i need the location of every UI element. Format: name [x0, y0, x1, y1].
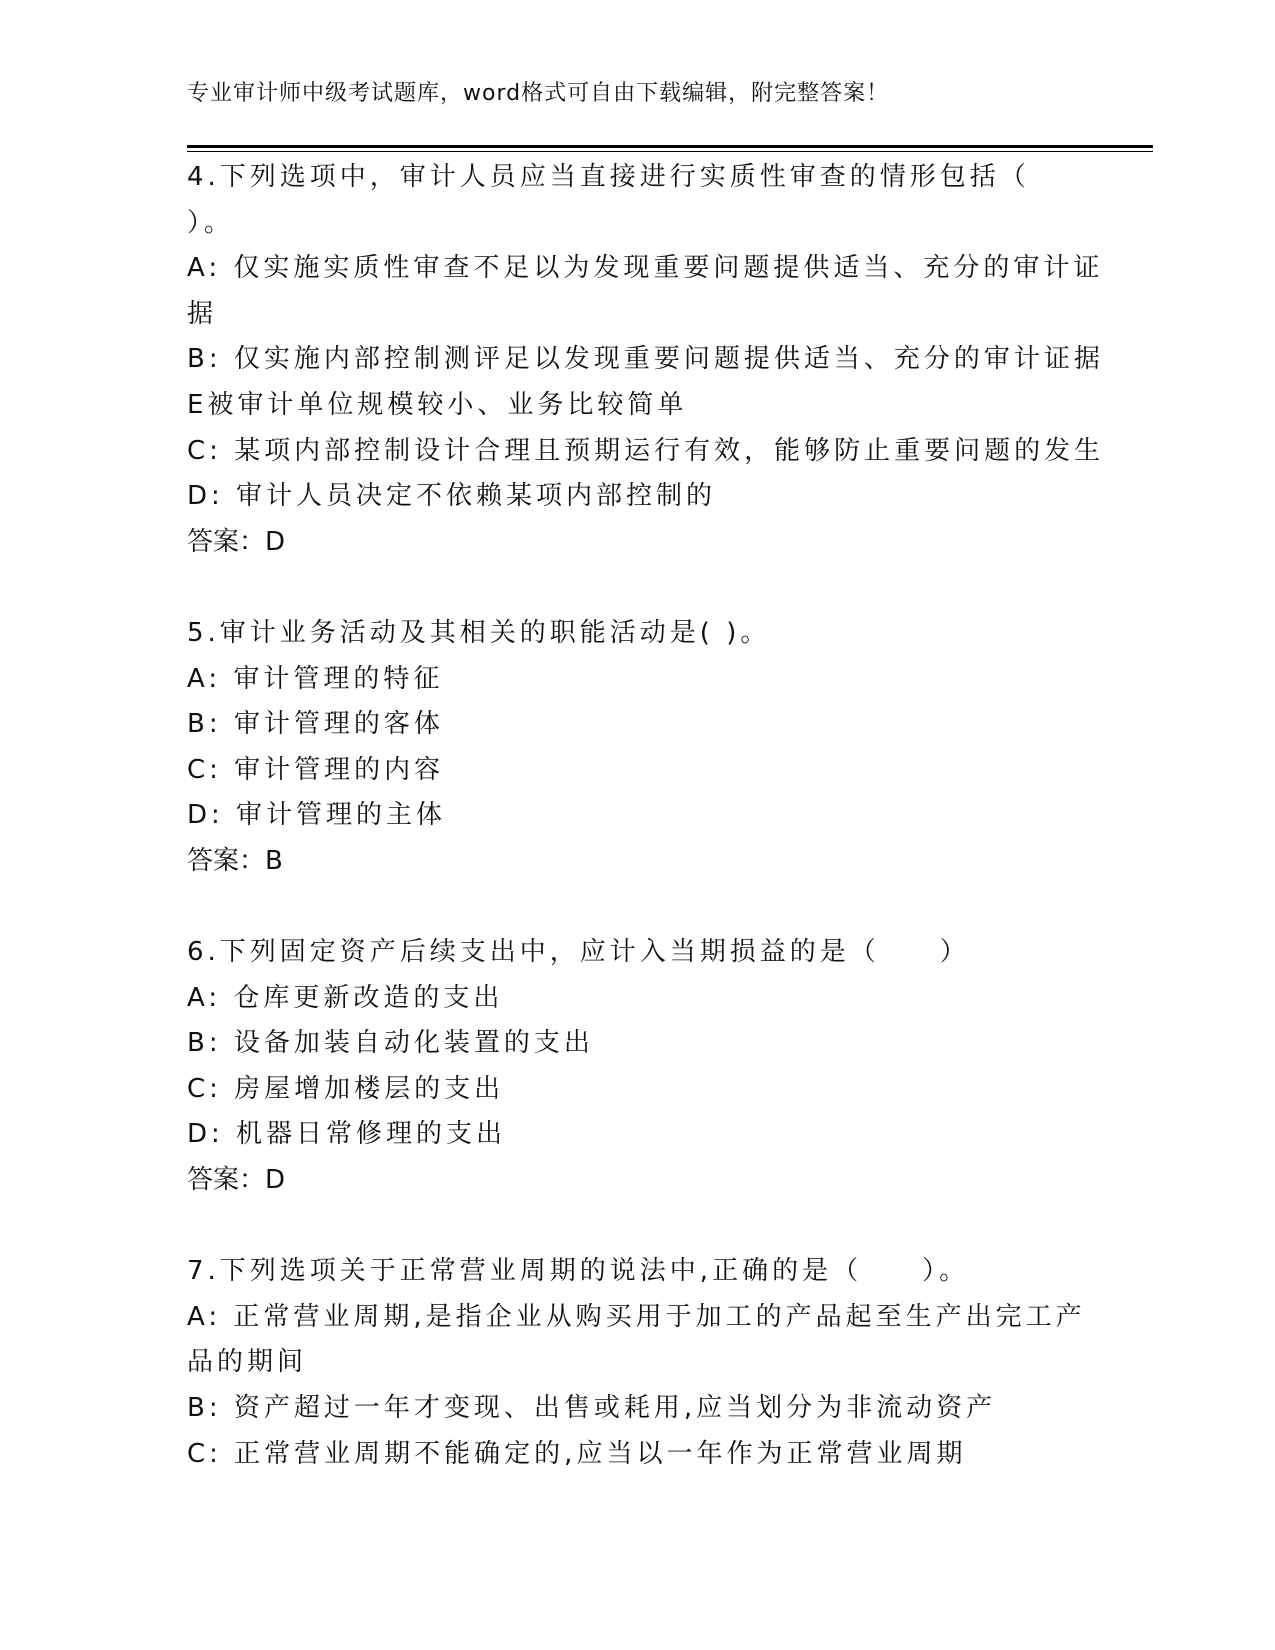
- question-6: [187, 930, 1087, 1204]
- option-b: B: 审计管理的客体: [187, 709, 444, 740]
- option-c: C: 某项内部控制设计合理且预期运行有效，能够防止重要问题的发生: [187, 435, 1105, 466]
- option-c: C: 正常营业周期不能确定的,应当以一年作为正常营业周期: [187, 1438, 967, 1469]
- question-4: [187, 155, 1105, 565]
- option-a-cont: 品的期间: [187, 1347, 308, 1378]
- option-d: D: 审计人员决定不依赖某项内部控制的: [187, 481, 717, 512]
- option-b: B: 资产超过一年才变现、出售或耗用,应当划分为非流动资产: [187, 1393, 997, 1424]
- answer: 答案：B: [187, 845, 283, 876]
- option-a: A: 仅实施实质性审查不足以为发现重要问题提供适当、充分的审计证: [187, 253, 1104, 284]
- option-a: A: 仓库更新改造的支出: [187, 982, 504, 1013]
- option-e: E被审计单位规模较小、业务比较简单: [187, 389, 688, 420]
- header-rule-thick: [187, 145, 1153, 148]
- answer: 答案：D: [187, 1165, 286, 1196]
- option-b: B: 设备加装自动化装置的支出: [187, 1028, 594, 1059]
- option-c: C: 审计管理的内容: [187, 754, 445, 785]
- option-b: B: 仅实施内部控制测评足以发现重要问题提供适当、充分的审计证据: [187, 344, 1104, 375]
- option-d: D: 机器日常修理的支出: [187, 1119, 507, 1150]
- option-a: A: 正常营业周期,是指企业从购买用于加工的产品起至生产出完工产: [187, 1301, 1086, 1332]
- header-rule-thin: [187, 151, 1153, 152]
- answer: 答案：D: [187, 526, 286, 557]
- question-stem: 6.下列固定资产后续支出中，应计入当期损益的是（ ）: [187, 937, 970, 968]
- option-d: D: 审计管理的主体: [187, 800, 447, 831]
- question-5: [187, 611, 1087, 885]
- question-list: [187, 155, 1105, 1477]
- question-stem: 5.审计业务活动及其相关的职能活动是( )。: [187, 617, 771, 648]
- question-stem: 7.下列选项关于正常营业周期的说法中,正确的是（ ）。: [187, 1256, 970, 1287]
- option-a-cont: 据: [187, 298, 218, 329]
- question-stem: 4.下列选项中，审计人员应当直接进行实质性审查的情形包括（: [187, 162, 1030, 192]
- option-a: A: 审计管理的特征: [187, 663, 444, 694]
- question-7: [187, 1249, 1087, 1477]
- question-stem: ）。: [187, 207, 235, 238]
- option-c: C: 房屋增加楼层的支出: [187, 1073, 505, 1104]
- page-header: 专业审计师中级考试题库，word格式可自由下载编辑，附完整答案！: [187, 81, 890, 106]
